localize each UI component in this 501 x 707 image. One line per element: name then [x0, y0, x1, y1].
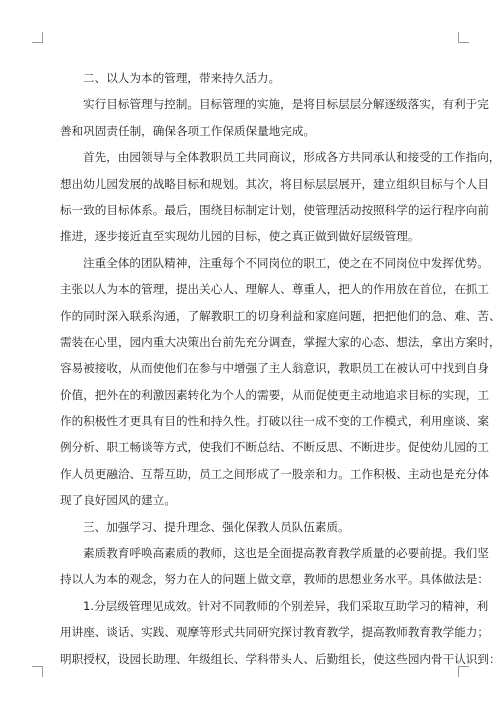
crop-mark-bottom-right	[458, 666, 469, 677]
text-line: 主张以人为本的管理，提出关心人、理解人、尊重人，把人的作用放在首位，在抓工	[60, 282, 489, 297]
crop-mark-top-right	[458, 32, 469, 43]
text-line: 现了良好园风的建立。	[60, 493, 176, 508]
text-line: 素质教育呼唤高素质的教师，这也是全面提高教育教学质量的必要前提。我们坚	[83, 546, 489, 561]
text-line: 持以人为本的观念，努力在人的问题上做文章，教师的思想业务水平。具体做法是：	[60, 572, 489, 587]
text-line: 注重全体的团队精神，注重每个不同岗位的职工，使之在不同岗位中发挥优势。	[83, 255, 489, 270]
text-line: 首先，由园领导与全体教职员工共同商议，形成各方共同承认和接受的工作指向，	[83, 150, 501, 165]
text-line: 作的积极性才更具有目的性和持久性。打破以往一成不变的工作模式，利用座谈、案	[60, 414, 489, 429]
text-line: 想出幼儿园发展的战略目标和规划。其次，将目标层层展开，建立组织目标与个人目	[60, 176, 489, 191]
document-body	[60, 65, 501, 672]
text-line: 价值，把外在的利激因素转化为个人的需要，从而促使更主动地追求目标的实现，工	[60, 387, 489, 402]
text-line: 容易被接收，从而使他们在参与中增强了主人翁意识，教职员工在被认可中找到自身	[60, 361, 489, 376]
text-line: 三、加强学习、提升理念、强化保教人员队伍素质。	[83, 519, 350, 534]
crop-mark-bottom-left	[32, 666, 43, 677]
text-line: 善和巩固责任制，确保各项工作保质保量地完成。	[60, 123, 316, 138]
text-line: 作人员更融洽、互帮互助，员工之间形成了一股亲和力。工作积极、主动也是充分体	[60, 466, 489, 481]
text-line: 1.分层级管理见成效。针对不同教师的个别差异，我们采取互助学习的精神，利	[83, 598, 489, 613]
crop-mark-top-left	[32, 32, 43, 43]
text-line: 推进，逐步接近直至实现幼儿园的目标，使之真正做到做好层级管理。	[60, 229, 420, 244]
text-line: 实行目标管理与控制。目标管理的实施，是将目标层层分解逐级落实，有利于完	[83, 97, 489, 112]
text-line: 标一致的目标体系。最后，围绕目标制定计划，使管理活动按照科学的运行程序向前	[60, 202, 489, 217]
text-line: 明职授权，设园长助理、年级组长、学科带头人、后勤组长，使这些园内骨干认识到：	[60, 651, 501, 666]
text-line: 用讲座、谈话、实践、观摩等形式共同研究探讨教育教学，提高教师教育教学能力；	[60, 625, 489, 640]
text-line: 二、以人为本的管理，带来持久活力。	[83, 71, 281, 85]
text-line: 作的同时深入联系沟通，了解教职工的切身利益和家庭问题，把把他们的急、难、苦、	[60, 308, 501, 323]
text-line: 例分析、职工畅谈等方式，使我们不断总结、不断反思、不断进步。促使幼儿园的工	[60, 440, 489, 455]
text-line: 需装在心里，园内重大决策出台前先充分调查，掌握大家的心态、想法，拿出方案时，	[60, 334, 501, 349]
